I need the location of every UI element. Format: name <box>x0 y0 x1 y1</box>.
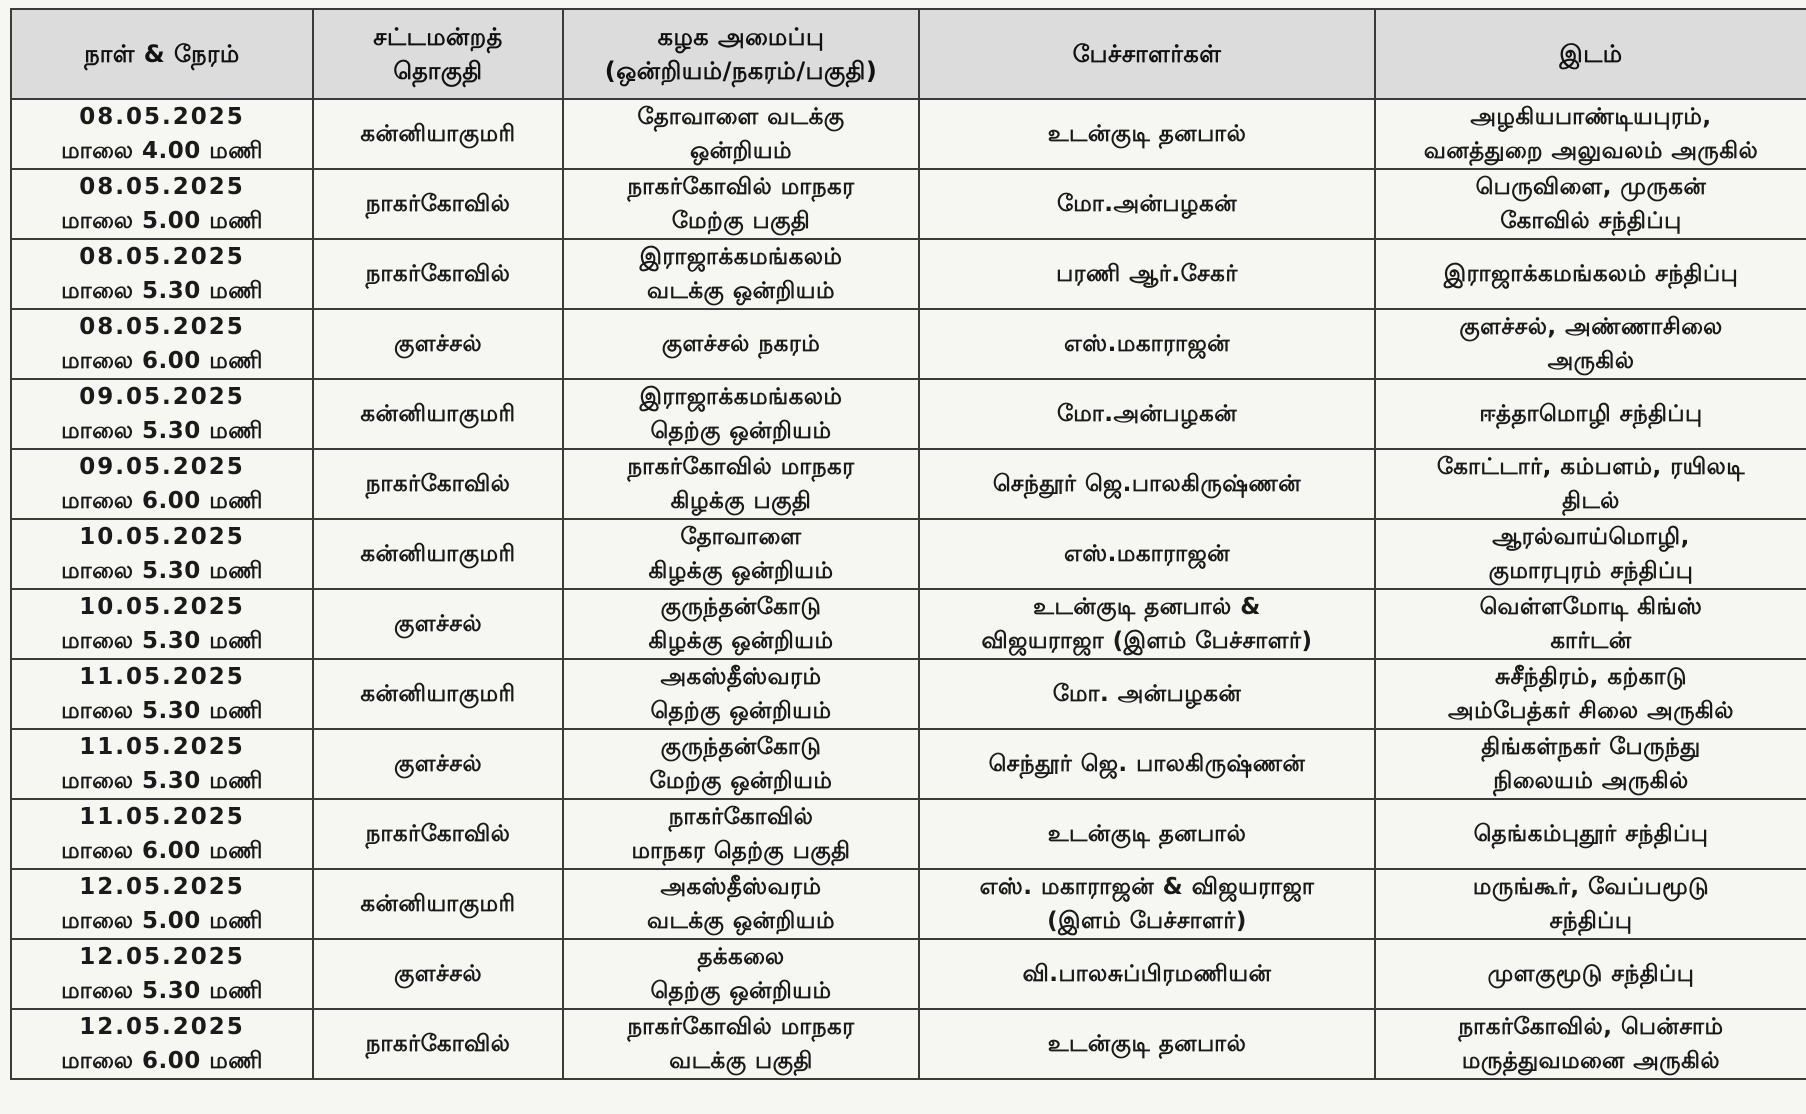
cell-line: தோவாளை வடக்கு <box>637 104 845 130</box>
cell-line: தெற்கு ஒன்றியம் <box>650 418 832 444</box>
cell-time: மாலை 5.00 மணி <box>61 908 263 934</box>
cell-venue <box>1375 1009 1806 1079</box>
cell-speakers <box>919 519 1375 589</box>
cell-line: நிலையம் அருகில் <box>1493 768 1689 794</box>
cell-line: நாகர்கோவில் மாநகர <box>627 1014 855 1040</box>
cell-line: மோ. அன்பழகன் <box>1052 681 1242 707</box>
table-row <box>11 239 1806 309</box>
cell-line: குமாரபுரம் சந்திப்பு <box>1488 558 1694 584</box>
cell-line: நாள் & நேரம் <box>84 40 240 68</box>
cell-venue <box>1375 309 1806 379</box>
cell-line: கோட்டார், கம்பளம், ரயிலடி <box>1436 454 1746 480</box>
cell-line: கிழக்கு பகுதி <box>670 488 812 514</box>
cell-line: இடம் <box>1559 40 1623 68</box>
cell-line: மோ.அன்பழகன் <box>1056 191 1238 217</box>
cell-date-time <box>11 379 313 449</box>
cell-line: பெருவிளை, முருகன் <box>1475 174 1707 200</box>
cell-venue <box>1375 239 1806 309</box>
cell-line: செந்தூர் ஜெ.பாலகிருஷ்ணன் <box>992 471 1302 497</box>
cell-line: அம்பேத்கர் சிலை அருகில் <box>1448 698 1734 724</box>
cell-speakers <box>919 239 1375 309</box>
cell-constituency: கன்னியாகுமரி <box>313 99 563 169</box>
cell-line: அகஸ்தீஸ்வரம் <box>660 664 822 690</box>
cell-date: 12.05.2025 <box>79 874 245 900</box>
cell-unit <box>563 869 919 939</box>
header-speakers <box>919 9 1375 99</box>
schedule-table <box>10 8 1806 1080</box>
cell-line: கிழக்கு ஒன்றியம் <box>648 558 834 584</box>
cell-constituency: கன்னியாகுமரி <box>313 379 563 449</box>
cell-date: 10.05.2025 <box>79 524 245 550</box>
cell-speakers <box>919 309 1375 379</box>
cell-date: 08.05.2025 <box>79 104 245 130</box>
cell-venue <box>1375 729 1806 799</box>
cell-date: 12.05.2025 <box>79 1014 245 1040</box>
cell-line: ஆரல்வாய்மொழி, <box>1492 524 1690 550</box>
cell-line: இராஜாக்கமங்கலம் <box>639 244 843 270</box>
cell-unit <box>563 1009 919 1079</box>
cell-line: நாகர்கோவில் மாநகர <box>627 174 855 200</box>
cell-line: சட்டமன்றத் <box>373 23 503 51</box>
cell-speakers <box>919 939 1375 1009</box>
cell-line: தக்கலை <box>697 944 785 970</box>
cell-speakers <box>919 729 1375 799</box>
cell-speakers <box>919 1009 1375 1079</box>
cell-line: வெள்ளமோடி கிங்ஸ் <box>1479 594 1703 620</box>
cell-line: பேச்சாளர்கள் <box>1072 40 1222 68</box>
cell-date-time <box>11 869 313 939</box>
cell-line: குருந்தன்கோடு <box>660 734 822 760</box>
cell-date: 09.05.2025 <box>79 384 245 410</box>
table-body <box>11 99 1806 1079</box>
cell-line: சுசீந்திரம், கற்காடு <box>1494 664 1688 690</box>
cell-constituency: கன்னியாகுமரி <box>313 519 563 589</box>
cell-line: வடக்கு ஒன்றியம் <box>647 908 835 934</box>
cell-date: 11.05.2025 <box>79 804 245 830</box>
cell-date-time <box>11 519 313 589</box>
cell-line: கார்டன் <box>1550 628 1632 654</box>
cell-line: பரணி ஆர்.சேகர் <box>1056 261 1238 287</box>
cell-date: 08.05.2025 <box>79 314 245 340</box>
cell-line: குளச்சல் நகரம் <box>661 331 821 357</box>
cell-date-time <box>11 799 313 869</box>
cell-line: இராஜாக்கமங்கலம் <box>639 384 843 410</box>
cell-time: மாலை 5.30 மணி <box>61 418 263 444</box>
cell-venue <box>1375 379 1806 449</box>
cell-unit <box>563 449 919 519</box>
cell-line: திடல் <box>1562 488 1620 514</box>
cell-time: மாலை 6.00 மணி <box>61 348 263 374</box>
cell-speakers <box>919 869 1375 939</box>
cell-line: தெற்கு ஒன்றியம் <box>650 978 832 1004</box>
table-row <box>11 799 1806 869</box>
cell-line: உடன்குடி தனபால் <box>1047 1031 1247 1057</box>
header-constituency <box>313 9 563 99</box>
table-row <box>11 519 1806 589</box>
cell-unit <box>563 99 919 169</box>
cell-time: மாலை 5.30 மணி <box>61 558 263 584</box>
cell-venue <box>1375 169 1806 239</box>
cell-line: கழக அமைப்பு <box>657 23 825 51</box>
cell-unit <box>563 379 919 449</box>
cell-time: மாலை 6.00 மணி <box>61 838 263 864</box>
table-row <box>11 1009 1806 1079</box>
cell-unit <box>563 239 919 309</box>
table-row <box>11 659 1806 729</box>
cell-line: கிழக்கு ஒன்றியம் <box>648 628 834 654</box>
cell-line: உடன்குடி தனபால் <box>1047 821 1247 847</box>
cell-unit <box>563 659 919 729</box>
cell-constituency: கன்னியாகுமரி <box>313 659 563 729</box>
cell-line: எஸ்.மகாராஜன் <box>1063 331 1230 357</box>
cell-speakers <box>919 99 1375 169</box>
cell-unit <box>563 799 919 869</box>
cell-speakers <box>919 449 1375 519</box>
cell-constituency: குளச்சல் <box>313 729 563 799</box>
table-header <box>11 9 1806 99</box>
cell-date: 12.05.2025 <box>79 944 245 970</box>
cell-date: 10.05.2025 <box>79 594 245 620</box>
table-row <box>11 589 1806 659</box>
cell-speakers <box>919 169 1375 239</box>
cell-line: எஸ். மகாராஜன் & விஜயராஜா <box>979 874 1315 900</box>
cell-unit <box>563 589 919 659</box>
cell-line: நாகர்கோவில், பென்சாம் <box>1458 1014 1724 1040</box>
cell-line: வடக்கு ஒன்றியம் <box>647 278 835 304</box>
cell-time: மாலை 5.30 மணி <box>61 278 263 304</box>
table-row <box>11 99 1806 169</box>
cell-time: மாலை 5.30 மணி <box>61 768 263 794</box>
table-row <box>11 869 1806 939</box>
cell-line: நாகர்கோவில் மாநகர <box>627 454 855 480</box>
cell-date: 08.05.2025 <box>79 244 245 270</box>
cell-line: நாகர்கோவில் <box>668 804 814 830</box>
cell-line: தொகுதி <box>393 57 483 85</box>
cell-time: மாலை 5.30 மணி <box>61 698 263 724</box>
cell-venue <box>1375 799 1806 869</box>
cell-constituency: குளச்சல் <box>313 589 563 659</box>
cell-line: ஒன்றியம் <box>689 138 793 164</box>
header-venue <box>1375 9 1806 99</box>
cell-date-time <box>11 1009 313 1079</box>
cell-time: மாலை 5.30 மணி <box>61 978 263 1004</box>
cell-date-time <box>11 449 313 519</box>
cell-line: செந்தூர் ஜெ. பாலகிருஷ்ணன் <box>988 751 1306 777</box>
cell-unit <box>563 519 919 589</box>
cell-line: கோவில் சந்திப்பு <box>1500 208 1682 234</box>
cell-line: வடக்கு பகுதி <box>669 1048 813 1074</box>
cell-unit <box>563 169 919 239</box>
cell-constituency: குளச்சல் <box>313 939 563 1009</box>
cell-venue <box>1375 939 1806 1009</box>
cell-line: மருங்கூர், வேப்பமூடு <box>1472 874 1710 900</box>
cell-date-time <box>11 239 313 309</box>
table-row <box>11 729 1806 799</box>
cell-line: உடன்குடி தனபால் <box>1047 121 1247 147</box>
cell-constituency: குளச்சல் <box>313 309 563 379</box>
cell-line: வி.பாலசுப்பிரமணியன் <box>1022 961 1272 987</box>
header-row <box>11 9 1806 99</box>
cell-date: 08.05.2025 <box>79 174 245 200</box>
cell-date: 11.05.2025 <box>79 664 245 690</box>
cell-time: மாலை 5.30 மணி <box>61 628 263 654</box>
cell-line: மோ.அன்பழகன் <box>1056 401 1238 427</box>
cell-line: அருகில் <box>1547 348 1635 374</box>
cell-constituency: நாகர்கோவில் <box>313 1009 563 1079</box>
cell-venue <box>1375 449 1806 519</box>
cell-venue <box>1375 659 1806 729</box>
cell-line: இராஜாக்கமங்கலம் சந்திப்பு <box>1443 261 1739 287</box>
cell-time: மாலை 4.00 மணி <box>61 138 263 164</box>
header-unit <box>563 9 919 99</box>
cell-date-time <box>11 589 313 659</box>
cell-line: முளகுமூடு சந்திப்பு <box>1487 961 1695 987</box>
cell-speakers <box>919 589 1375 659</box>
cell-date-time <box>11 169 313 239</box>
table-row <box>11 309 1806 379</box>
table-row <box>11 169 1806 239</box>
cell-venue <box>1375 99 1806 169</box>
cell-line: அழகியபாண்டியபுரம், <box>1470 104 1712 130</box>
cell-unit <box>563 309 919 379</box>
cell-time: மாலை 6.00 மணி <box>61 1048 263 1074</box>
cell-line: அகஸ்தீஸ்வரம் <box>660 874 822 900</box>
cell-date-time <box>11 309 313 379</box>
cell-line: தோவாளை <box>680 524 802 550</box>
cell-line: வனத்துறை அலுவலம் அருகில் <box>1423 138 1759 164</box>
cell-line: மேற்கு பகுதி <box>671 208 811 234</box>
cell-date-time <box>11 939 313 1009</box>
cell-venue <box>1375 869 1806 939</box>
cell-line: உடன்குடி தனபால் & <box>1033 594 1261 620</box>
cell-constituency: கன்னியாகுமரி <box>313 869 563 939</box>
cell-speakers <box>919 379 1375 449</box>
cell-line: மாநகர தெற்கு பகுதி <box>631 838 851 864</box>
cell-unit <box>563 729 919 799</box>
cell-constituency: நாகர்கோவில் <box>313 239 563 309</box>
table-row <box>11 939 1806 1009</box>
cell-line: (இளம் பேச்சாளர்) <box>1047 908 1247 934</box>
cell-venue <box>1375 519 1806 589</box>
cell-date: 09.05.2025 <box>79 454 245 480</box>
cell-line: மருத்துவமனை அருகில் <box>1461 1048 1721 1074</box>
cell-constituency: நாகர்கோவில் <box>313 169 563 239</box>
table-row <box>11 449 1806 519</box>
header-date-time <box>11 9 313 99</box>
cell-line: தெங்கம்புதூர் சந்திப்பு <box>1473 821 1709 847</box>
cell-line: குருந்தன்கோடு <box>660 594 822 620</box>
cell-speakers <box>919 799 1375 869</box>
cell-line: மேற்கு ஒன்றியம் <box>649 768 833 794</box>
table-row <box>11 379 1806 449</box>
cell-line: எஸ்.மகாராஜன் <box>1063 541 1230 567</box>
cell-date-time <box>11 729 313 799</box>
cell-line: குளச்சல், அண்ணாசிலை <box>1459 314 1723 340</box>
cell-time: மாலை 5.00 மணி <box>61 208 263 234</box>
cell-line: திங்கள்நகர் பேருந்து <box>1481 734 1701 760</box>
cell-line: (ஒன்றியம்/நகரம்/பகுதி) <box>604 57 878 85</box>
cell-line: சந்திப்பு <box>1549 908 1633 934</box>
cell-line: தெற்கு ஒன்றியம் <box>650 698 832 724</box>
cell-unit <box>563 939 919 1009</box>
cell-venue <box>1375 589 1806 659</box>
cell-date-time <box>11 659 313 729</box>
cell-constituency: நாகர்கோவில் <box>313 799 563 869</box>
cell-line: ஈத்தாமொழி சந்திப்பு <box>1479 401 1703 427</box>
cell-constituency: நாகர்கோவில் <box>313 449 563 519</box>
cell-time: மாலை 6.00 மணி <box>61 488 263 514</box>
cell-date: 11.05.2025 <box>79 734 245 760</box>
cell-line: விஜயராஜா (இளம் பேச்சாளர்) <box>981 628 1313 654</box>
cell-speakers <box>919 659 1375 729</box>
cell-date-time <box>11 99 313 169</box>
